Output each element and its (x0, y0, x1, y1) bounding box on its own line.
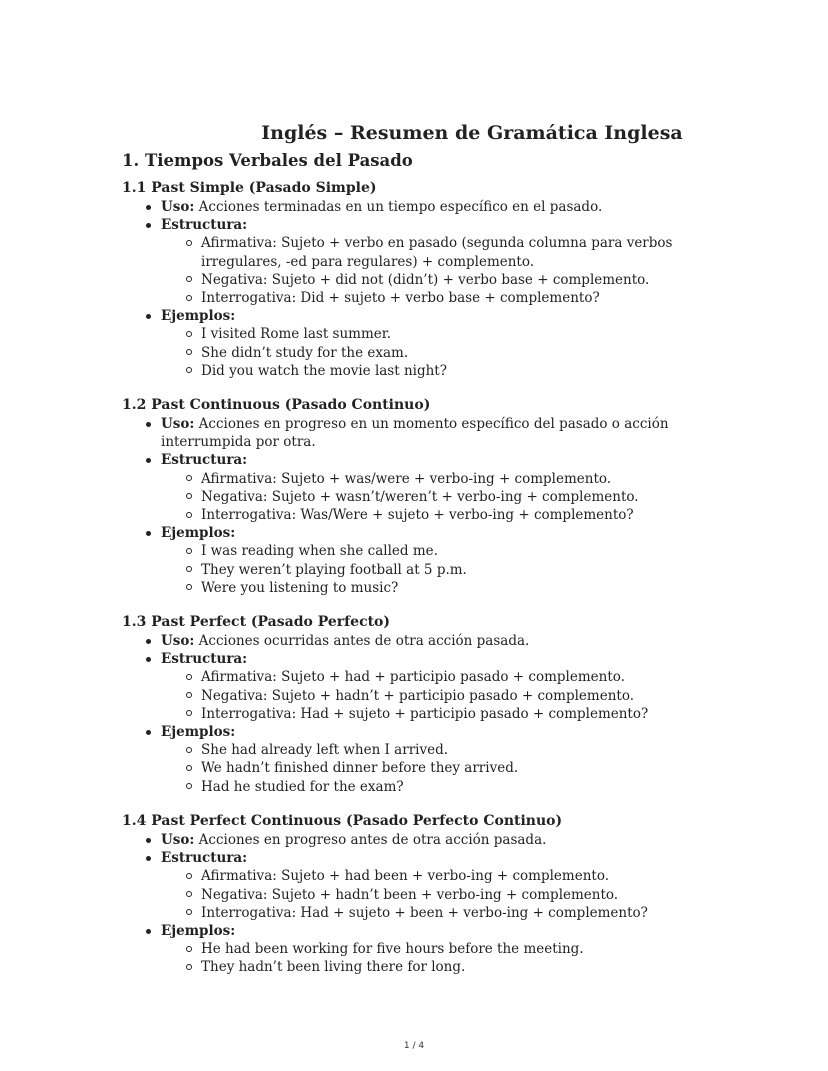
list-item: Afirmativa: Sujeto + was/were + verbo-ing + complemento. (161, 470, 722, 488)
ejemplos-label: Ejemplos: (161, 525, 236, 542)
list-item: Negativa: Sujeto + hadn’t been + verbo-ing + complemento. (161, 886, 722, 904)
subsection-past-perfect (122, 613, 722, 796)
page-number: 1 / 4 (403, 1041, 425, 1051)
ejemplos-label: Ejemplos: (161, 724, 236, 741)
uso-item (122, 831, 722, 849)
ejemplos-list (161, 940, 722, 976)
bullet-list (122, 415, 722, 597)
subsection-past-continuous (122, 396, 722, 597)
list-item: Were you listening to music? (161, 579, 722, 597)
ejemplos-item (122, 307, 722, 380)
list-item: Had he studied for the exam? (161, 778, 722, 796)
estructura-item (122, 650, 722, 723)
estructura-item (122, 849, 722, 922)
subsection-heading: 1.1 Past Simple (Pasado Simple) (122, 180, 377, 196)
list-item: Afirmativa: Sujeto + verbo en pasado (segunda columna para verbos irregulares, -ed para regulares) + complemento. (161, 234, 722, 270)
list-item: They weren’t playing football at 5 p.m. (161, 561, 722, 579)
subsection-past-perfect-continuous (122, 812, 722, 977)
estructura-label: Estructura: (161, 217, 248, 234)
uso-item (122, 198, 722, 216)
list-item: They hadn’t been living there for long. (161, 958, 722, 976)
list-item: Negativa: Sujeto + hadn’t + participio pasado + complemento. (161, 687, 722, 705)
section-heading: 1. Tiempos Verbales del Pasado (122, 151, 413, 170)
estructura-label: Estructura: (161, 651, 248, 668)
list-item: Interrogativa: Had + sujeto + been + verbo-ing + complemento? (161, 904, 722, 922)
document-title: Inglés – Resumen de Gramática Inglesa (261, 122, 683, 144)
uso-text: Acciones ocurridas antes de otra acción pasada. (194, 633, 530, 650)
uso-text: Acciones en progreso antes de otra acción pasada. (194, 831, 547, 848)
uso-label: Uso: (161, 416, 195, 433)
estructura-label: Estructura: (161, 452, 248, 469)
uso-label: Uso: (161, 199, 195, 215)
list-item: I was reading when she called me. (161, 542, 722, 560)
list-item: He had been working for five hours before the meeting. (161, 940, 722, 958)
list-item: Interrogativa: Was/Were + sujeto + verbo-ing + complemento? (161, 506, 722, 524)
list-item: She had already left when I arrived. (161, 741, 722, 759)
list-item: Afirmativa: Sujeto + had + participio pasado + complemento. (161, 668, 722, 686)
estructura-list (161, 668, 722, 723)
estructura-list (161, 234, 722, 307)
list-item: Interrogativa: Had + sujeto + participio pasado + complemento? (161, 705, 722, 723)
list-item: I visited Rome last summer. (161, 325, 722, 343)
estructura-item (122, 451, 722, 524)
ejemplos-item (122, 524, 722, 597)
ejemplos-list (161, 542, 722, 597)
estructura-item (122, 216, 722, 307)
bullet-list (122, 632, 722, 796)
bullet-list (122, 198, 722, 380)
bullet-list (122, 831, 722, 977)
list-item: Afirmativa: Sujeto + had been + verbo-ing + complemento. (161, 867, 722, 885)
list-item: Interrogativa: Did + sujeto + verbo base + complemento? (161, 289, 722, 307)
uso-item (122, 415, 722, 451)
uso-text: Acciones en progreso en un momento específico del pasado o acción interrumpida por otra. (161, 416, 669, 451)
ejemplos-item (122, 922, 722, 977)
document-page (122, 122, 722, 993)
ejemplos-label: Ejemplos: (161, 308, 236, 325)
list-item: Negativa: Sujeto + wasn’t/weren’t + verbo-ing + complemento. (161, 488, 722, 506)
uso-label: Uso: (161, 633, 195, 650)
ejemplos-list (161, 741, 722, 796)
estructura-list (161, 470, 722, 525)
list-item: Did you watch the movie last night? (161, 362, 722, 380)
list-item: She didn’t study for the exam. (161, 344, 722, 362)
ejemplos-item (122, 723, 722, 796)
estructura-list (161, 867, 722, 922)
ejemplos-list (161, 325, 722, 380)
subsection-heading: 1.2 Past Continuous (Pasado Continuo) (122, 397, 431, 414)
ejemplos-label: Ejemplos: (161, 922, 236, 939)
uso-text: Acciones terminadas en un tiempo específico en el pasado. (194, 199, 603, 215)
estructura-label: Estructura: (161, 850, 248, 867)
subsection-heading: 1.4 Past Perfect Continuous (Pasado Perfecto Continuo) (122, 812, 563, 829)
uso-item (122, 632, 722, 650)
list-item: We hadn’t finished dinner before they arrived. (161, 759, 722, 777)
list-item: Negativa: Sujeto + did not (didn’t) + verbo base + complemento. (161, 271, 722, 289)
uso-label: Uso: (161, 831, 195, 848)
subsection-heading: 1.3 Past Perfect (Pasado Perfecto) (122, 614, 391, 631)
subsection-past-simple (122, 179, 722, 380)
